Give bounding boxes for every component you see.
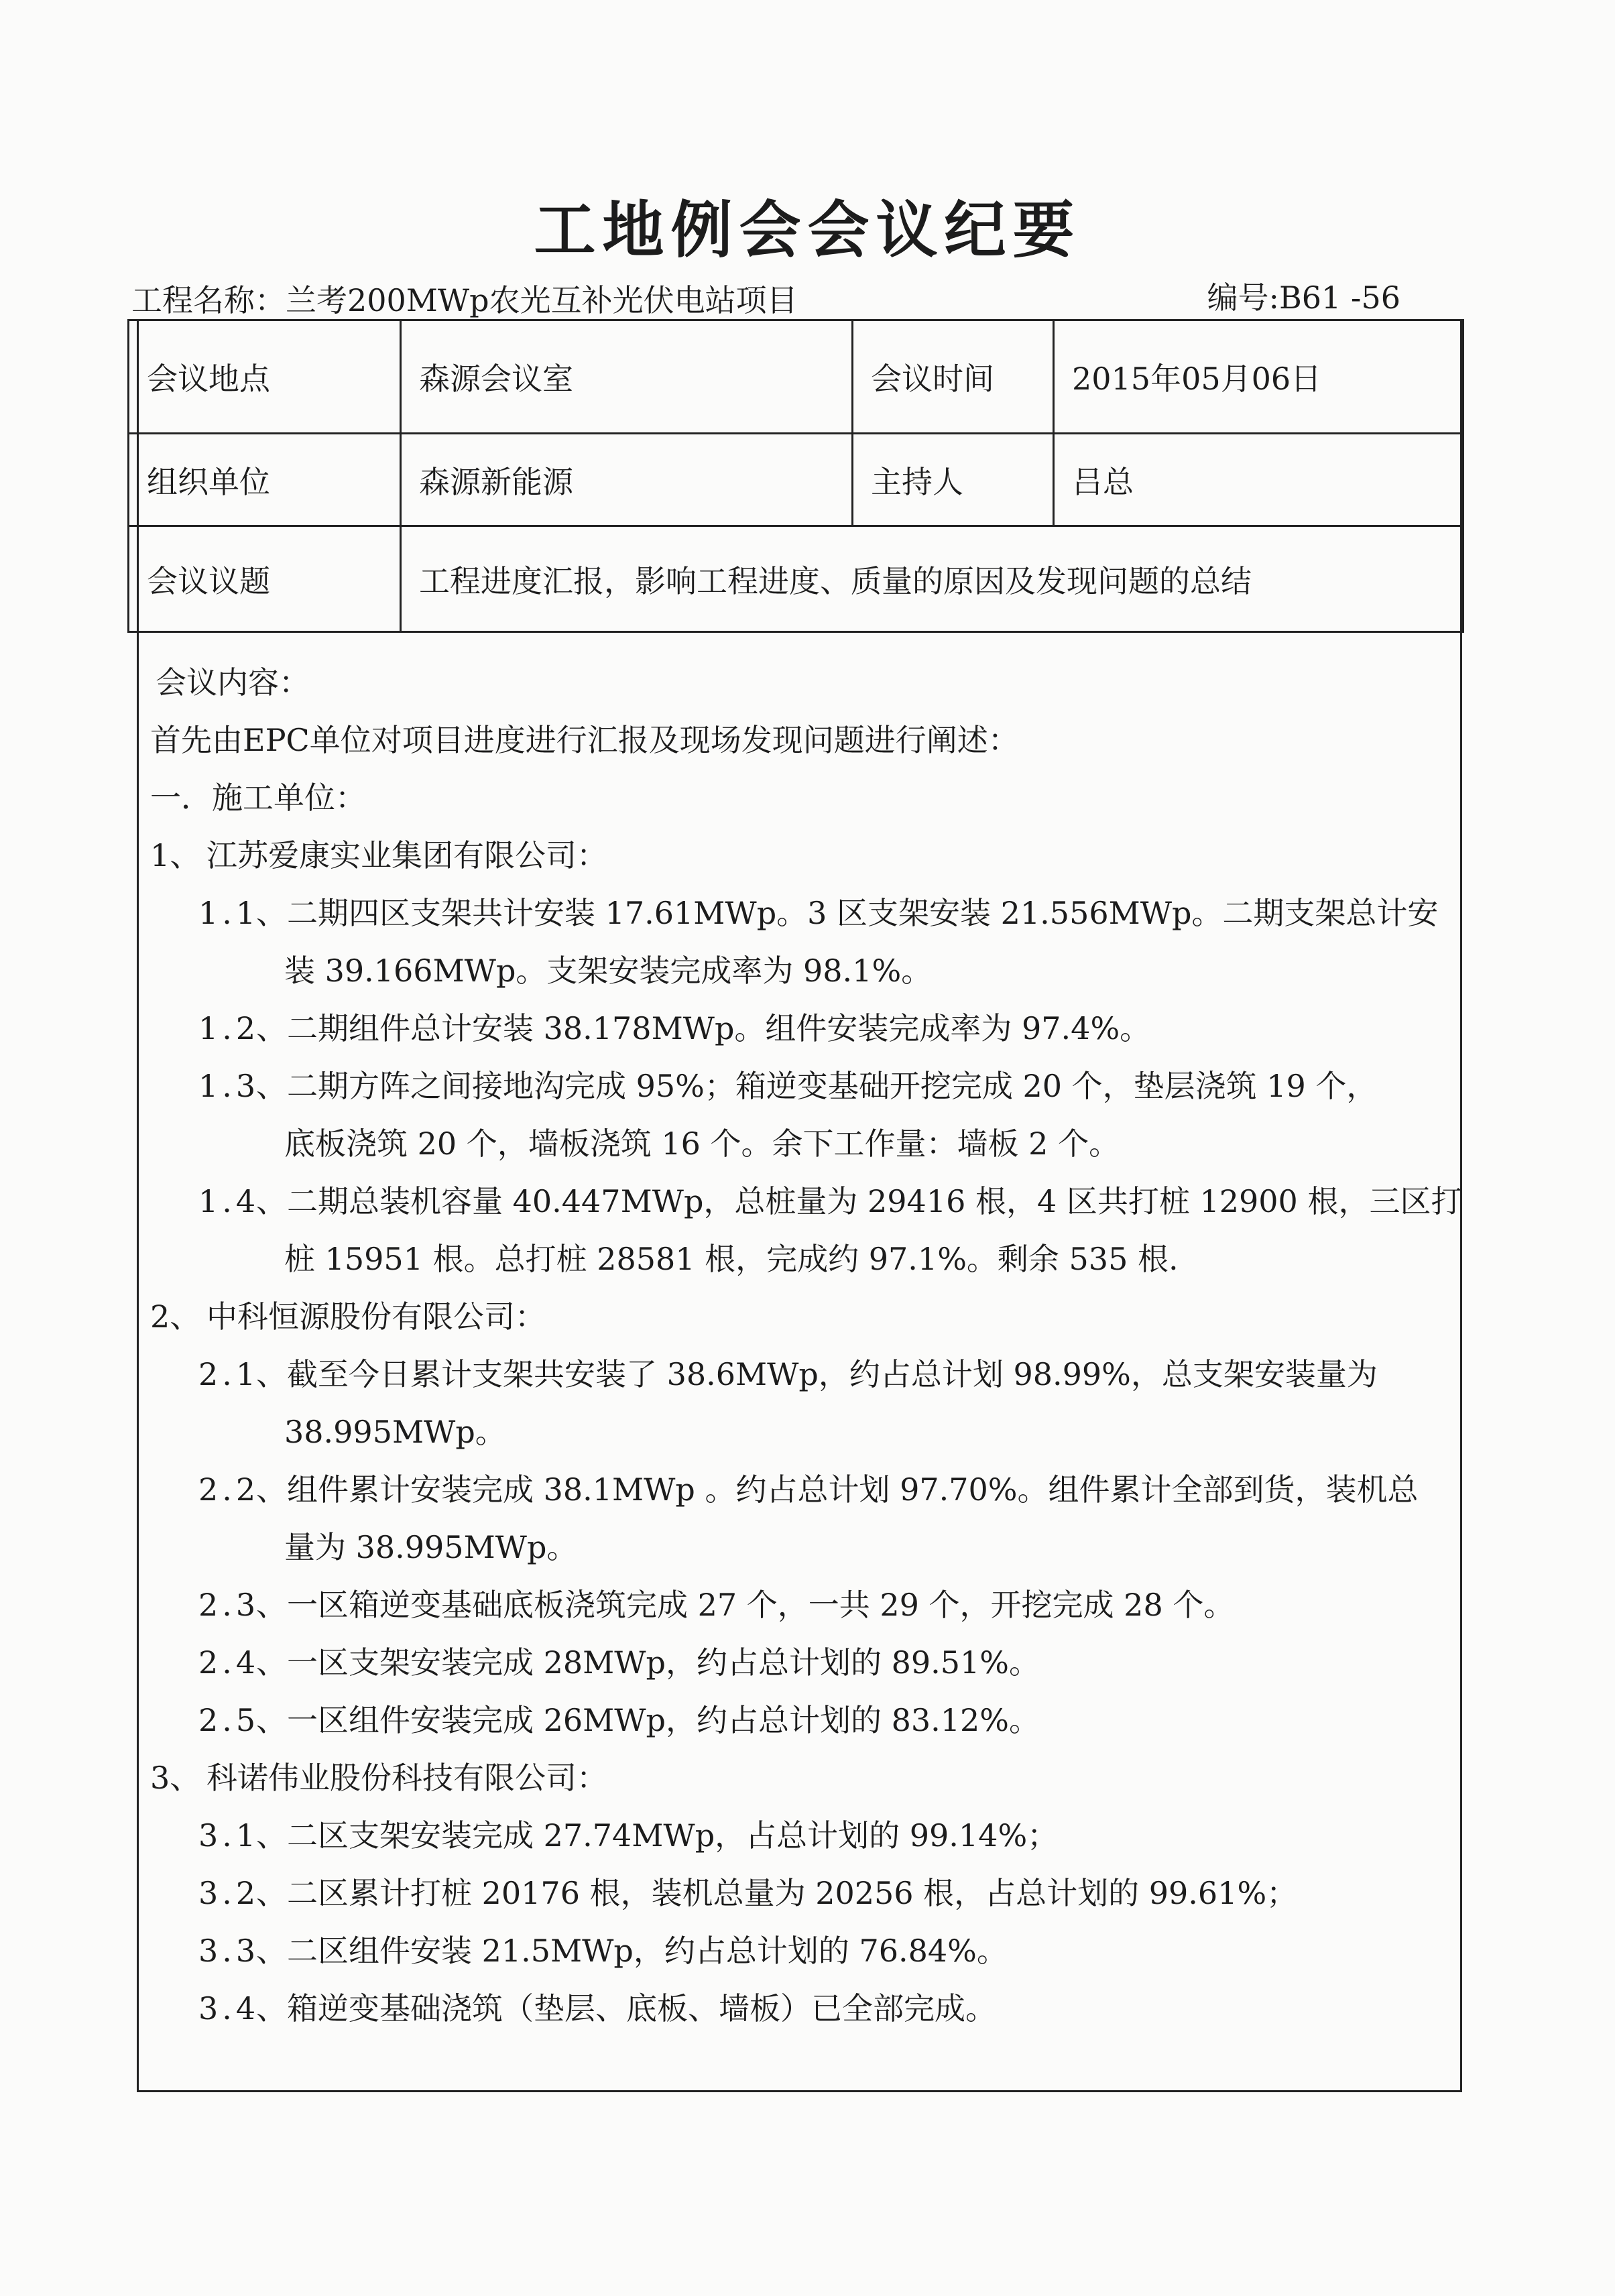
item-number: 3.4	[198, 1990, 260, 2027]
item-number: 2.2	[198, 1471, 260, 1508]
meeting-info-table	[127, 319, 1464, 633]
list-item	[150, 1345, 1451, 1403]
item-number: 3.3	[198, 1933, 260, 1969]
section-number: 1、	[150, 837, 201, 873]
list-item	[150, 1980, 1451, 2037]
section-number: 2、	[150, 1298, 201, 1335]
item-number: 2.4	[198, 1644, 260, 1681]
item-number: 2.5	[198, 1702, 260, 1738]
item-text: 、二区支架安装完成 27.74MWp，占总计划的 99.14%；	[256, 1817, 1059, 1854]
list-item	[150, 1000, 1451, 1057]
item-text: 、箱逆变基础浇筑（垫层、底板、墙板）已全部完成。	[256, 1990, 996, 2027]
location-label: 会议地点	[129, 320, 401, 434]
topic-label: 会议议题	[129, 526, 401, 632]
document-title: 工地例会会议纪要	[534, 194, 1081, 266]
list-item	[150, 1634, 1451, 1691]
list-item-continuation: 量为 38.995MWp。	[284, 1529, 578, 1565]
item-text: 、二区累计打桩 20176 根，装机总量为 20256 根，占总计划的 99.61%；	[256, 1875, 1298, 1911]
host-label: 主持人	[853, 434, 1054, 526]
list-item	[150, 1576, 1451, 1634]
item-number: 3.2	[198, 1875, 260, 1911]
section-name: 江苏爱康实业集团有限公司：	[206, 837, 607, 873]
item-text: 、二期方阵之间接地沟完成 95%；箱逆变基础开挖完成 20 个，垫层浇筑 19 个，	[256, 1068, 1378, 1104]
host-value: 吕总	[1054, 434, 1463, 526]
topic-value: 工程进度汇报，影响工程进度、质量的原因及发现问题的总结	[401, 526, 1463, 632]
info-row-location	[129, 320, 1463, 434]
org-label: 组织单位	[129, 434, 401, 526]
section-name: 中科恒源股份有限公司：	[206, 1298, 546, 1335]
list-item-continuation: 底板浇筑 20 个，墙板浇筑 16 个。余下工作量：墙板 2 个。	[284, 1126, 1120, 1162]
item-text: 、二期总装机容量 40.447MWp，总桩量为 29416 根，4 区共打桩 12900 根，三区打	[256, 1183, 1462, 1219]
info-row-org	[129, 434, 1463, 526]
info-row-topic	[129, 526, 1463, 632]
meeting-content	[150, 654, 1462, 2037]
item-number: 1.4	[198, 1183, 260, 1219]
item-text: 、一区支架安装完成 28MWp，约占总计划的 89.51%。	[256, 1644, 1040, 1681]
content-header: 会议内容：	[156, 664, 310, 701]
item-text: 、一区箱逆变基础底板浇筑完成 27 个，一共 29 个，开挖完成 28 个。	[256, 1587, 1235, 1623]
list-item	[150, 1461, 1451, 1518]
list-item	[150, 1691, 1451, 1749]
list-item-continuation: 桩 15951 根。总打桩 28581 根，完成约 97.1%。剩余 535 根.	[284, 1241, 1179, 1277]
list-item	[150, 1864, 1451, 1922]
time-value: 2015年05月06日	[1054, 320, 1463, 434]
section-heading	[150, 827, 1451, 884]
item-text: 、二区组件安装 21.5MWp，约占总计划的 76.84%。	[256, 1933, 1008, 1969]
list-item-continuation: 38.995MWp。	[284, 1414, 506, 1450]
location-value: 森源会议室	[401, 320, 853, 434]
list-item	[150, 1057, 1451, 1115]
project-name: 工程名称：兰考200MWp农光互补光伏电站项目	[131, 282, 798, 318]
list-item-continuation: 装 39.166MWp。支架安装完成率为 98.1%。	[284, 953, 933, 989]
content-part-heading: 一．施工单位：	[150, 780, 366, 816]
section-name: 科诺伟业股份科技有限公司：	[206, 1760, 607, 1796]
item-text: 、二期组件总计安装 38.178MWp。组件安装完成率为 97.4%。	[256, 1010, 1151, 1046]
item-text: 、截至今日累计支架共安装了 38.6MWp，约占总计划 98.99%，总支架安装量为	[256, 1356, 1378, 1392]
item-text: 、组件累计安装完成 38.1MWp 。约占总计划 97.70%。组件累计全部到货，装机总	[256, 1471, 1419, 1508]
document-number: 编号:B61 -56	[1207, 280, 1400, 316]
item-text: 、一区组件安装完成 26MWp，约占总计划的 83.12%。	[256, 1702, 1040, 1738]
org-value: 森源新能源	[401, 434, 853, 526]
section-heading	[150, 1749, 1451, 1807]
item-number: 3.1	[198, 1817, 260, 1854]
time-label: 会议时间	[853, 320, 1054, 434]
item-number: 1.3	[198, 1068, 260, 1104]
item-number: 1.1	[198, 895, 260, 931]
content-intro: 首先由EPC单位对项目进度进行汇报及现场发现问题进行阐述：	[150, 722, 1019, 758]
section-number: 3、	[150, 1760, 201, 1796]
item-text: 、二期四区支架共计安装 17.61MWp。3 区支架安装 21.556MWp。二期支架总计安	[256, 895, 1439, 931]
list-item	[150, 1807, 1451, 1864]
list-item	[150, 884, 1451, 942]
list-item	[150, 1172, 1462, 1230]
item-number: 2.3	[198, 1587, 260, 1623]
section-heading	[150, 1288, 1451, 1345]
item-number: 2.1	[198, 1356, 260, 1392]
list-item	[150, 1922, 1451, 1980]
item-number: 1.2	[198, 1010, 260, 1046]
